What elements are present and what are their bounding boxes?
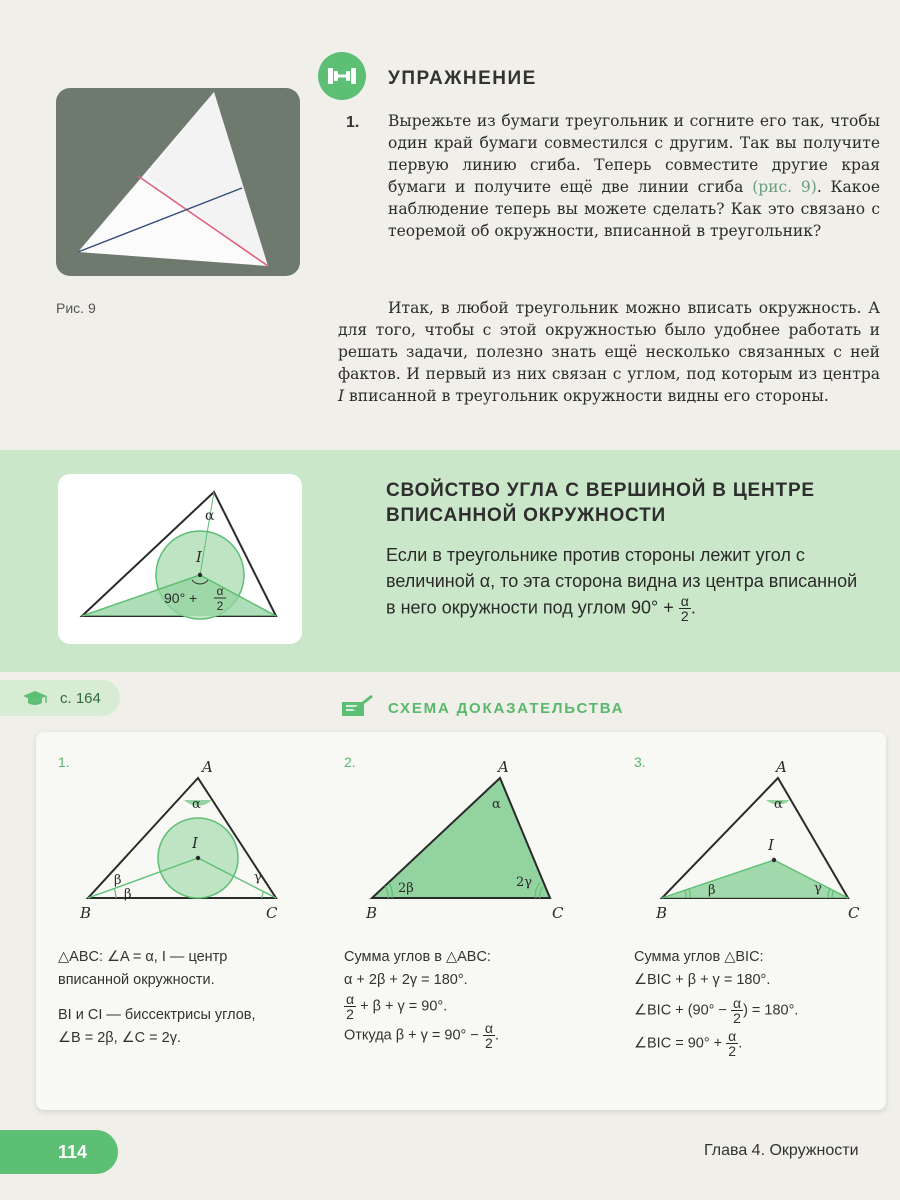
exercise-number: 1. <box>346 114 360 131</box>
step1-label-B: B <box>80 904 92 922</box>
step3-line4 <box>634 1029 874 1058</box>
step1-label-beta2: β <box>124 887 132 902</box>
step1-line2: вписанной окружности. <box>58 972 215 988</box>
fig-center-label: I <box>196 548 202 566</box>
step3-number: 3. <box>634 754 646 770</box>
exercise-title: УПРАЖНЕНИЕ <box>388 68 537 89</box>
step2-line1: Сумма углов в △ABC: <box>344 949 491 965</box>
step2-line3-rest: + β + γ = 90°. <box>360 998 448 1015</box>
step2-line3-den: 2 <box>346 1006 354 1022</box>
step3-line3-frac <box>731 996 743 1025</box>
step1-label-alpha: α <box>192 797 201 812</box>
step2-label-alpha: α <box>492 797 501 812</box>
step3-diagram <box>652 756 872 926</box>
step1-line1: △ABC: ∠A = α, I — центр <box>58 949 228 965</box>
fig-angle-label: 90° + <box>164 590 198 606</box>
step3-line4-text: ∠BIC = 90° + <box>634 1035 723 1052</box>
property-angle-prefix: 90° + <box>631 597 674 618</box>
intro-center-letter: I <box>338 387 345 405</box>
step2-line4-den: 2 <box>484 1035 493 1051</box>
property-frac-den: 2 <box>680 608 689 624</box>
step3-label-C: C <box>848 904 860 922</box>
property-frac-num: α <box>680 593 689 609</box>
property-end: . <box>690 597 696 618</box>
step1-text <box>58 946 328 1050</box>
step1-diagram <box>76 756 296 926</box>
step3-line4-den: 2 <box>728 1043 737 1059</box>
exercise-text <box>388 110 880 242</box>
fig-frac-den: 2 <box>216 599 224 613</box>
step1-label-C: C <box>266 904 278 922</box>
step3-label-B: B <box>656 904 668 922</box>
intro-text-1: Итак, в любой треугольник можно вписать окружность. А для того, чтобы с этой окружностью было удобнее работать и решать задачи, полезно знать ещё несколько связанных с ней фактов. И первый из них связан с углом, под которым из центра <box>338 299 880 383</box>
step2-line4-end: . <box>494 1027 499 1044</box>
step1-label-I: I <box>192 834 198 852</box>
step3-label-I: I <box>768 836 774 854</box>
step2-label-C: C <box>552 904 564 922</box>
folded-triangle-photo <box>56 88 300 276</box>
fig-frac-num: α <box>216 584 224 598</box>
step2-line3-frac <box>344 992 356 1021</box>
step2-line2: α + 2β + 2γ = 180°. <box>344 972 468 988</box>
intro-paragraph <box>338 297 880 407</box>
step2-line4 <box>344 1021 614 1050</box>
scheme-title: СХЕМА ДОКАЗАТЕЛЬСТВА <box>388 700 625 717</box>
intro-text-2: вписанной в треугольник окружности видны его стороны. <box>344 387 829 405</box>
step1-label-beta1: β <box>114 873 122 888</box>
step3-line3-end: ) = 180°. <box>743 1002 799 1019</box>
property-figure <box>58 474 302 644</box>
exercise-text-part1: Вырежьте из бумаги треугольник и согните его так, чтобы один край бумаги совместился с другим. Так вы получите первую линию сгиба. Теперь совместите другие края бумаги и получите ещё две линии сгиба <box>388 112 880 196</box>
step2-line4-frac <box>483 1021 495 1050</box>
step2-line4-text: Откуда β + γ = 90° − <box>344 1027 479 1044</box>
step2-label-2gamma: 2γ <box>516 875 533 890</box>
step2-line4-num: α <box>484 1020 493 1036</box>
step3-line3-text: ∠BIC + (90° − <box>634 1002 727 1019</box>
page-number: 114 <box>58 1142 88 1162</box>
chapter-title: Глава 4. Окружности <box>704 1142 859 1159</box>
step3-text <box>634 946 874 1058</box>
fig-alpha-label: α <box>205 508 215 524</box>
step1-label-gamma: γ <box>254 870 262 885</box>
step1-line3: BI и CI — биссектрисы углов, <box>58 1007 256 1023</box>
property-fraction <box>679 594 691 623</box>
step2-line3-num: α <box>346 991 355 1007</box>
step2-text <box>344 946 614 1050</box>
step3-line3-den: 2 <box>733 1010 741 1026</box>
step2-label-B: B <box>366 904 378 922</box>
property-title: СВОЙСТВО УГЛА С ВЕРШИНОЙ В ЦЕНТРЕ ВПИСАННОЙ ОКРУЖНОСТИ <box>386 480 815 526</box>
step2-label-2beta: 2β <box>398 881 414 896</box>
figure-caption: Рис. 9 <box>56 300 96 316</box>
property-text <box>386 542 866 623</box>
graduation-cap-icon <box>22 690 48 708</box>
page-reference-text[interactable]: с. 164 <box>60 690 101 707</box>
pencil-notebook-icon <box>340 694 374 718</box>
step3-line4-end: . <box>738 1035 743 1052</box>
step2-diagram <box>362 756 582 926</box>
step3-label-gamma: γ <box>814 881 822 896</box>
step2-number: 2. <box>344 754 356 770</box>
step3-line1: Сумма углов △BIC: <box>634 949 764 965</box>
step3-line4-frac <box>726 1029 738 1058</box>
step3-label-A: A <box>776 758 787 776</box>
figure-reference-link[interactable]: (рис. 9) <box>752 178 817 196</box>
step1-line4: ∠B = 2β, ∠C = 2γ. <box>58 1030 181 1046</box>
exercise-text-part2: . Какое наблюдение теперь вы можете сделать? Как это связано с теоремой об окружности, вписанной в треугольник? <box>388 178 880 240</box>
step1-label-A: A <box>202 758 213 776</box>
proof-box <box>36 732 886 1110</box>
dumbbell-icon <box>318 52 366 100</box>
property-text-body: Если в треугольнике против стороны лежит угол с величиной α, то эта сторона видна из центра вписанной в него окружности под углом <box>386 545 858 618</box>
step3-line3-num: α <box>732 995 742 1011</box>
step3-line3 <box>634 996 874 1025</box>
folded-triangle-drawing <box>56 88 300 276</box>
step3-line2: ∠BIC + β + γ = 180°. <box>634 972 771 988</box>
step1-number: 1. <box>58 754 70 770</box>
step3-label-alpha: α <box>774 797 783 812</box>
step2-label-A: A <box>498 758 509 776</box>
step2-line3 <box>344 992 614 1021</box>
step3-line4-num: α <box>728 1028 737 1044</box>
step3-label-beta: β <box>708 883 716 898</box>
